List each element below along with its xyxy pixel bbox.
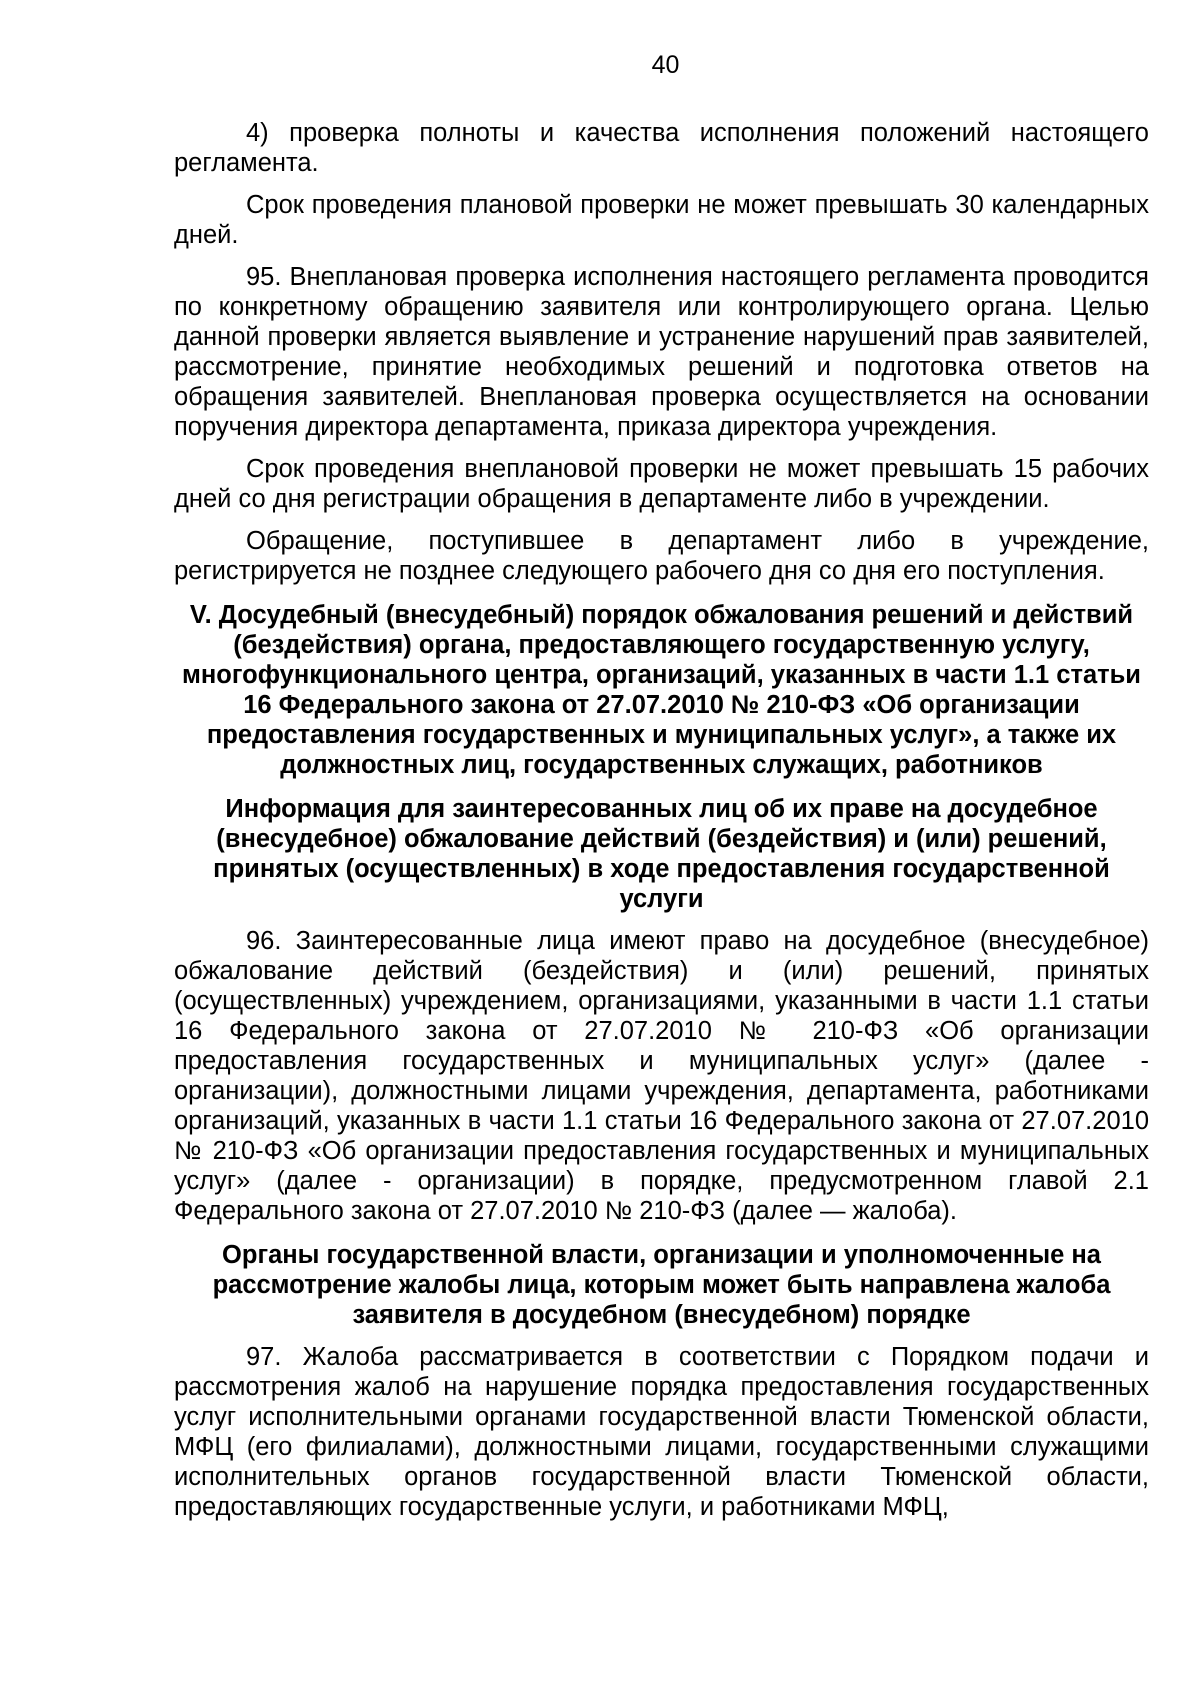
paragraph-96: 96. Заинтересованные лица имеют право на досудебное (внесудебное) обжалование действий (бездействия) и (или) решений, принятых (осуществленных) учреждением, организациями, указанными в части 1.1 статьи 16 Федерального закона от 27.07.2010 № 210-ФЗ «Об организации предоставления государственных и муниципальных услуг» (далее - организации), должностными лицами учреждения, департамента, работниками организаций, указанных в части 1.1 статьи 16 Федерального закона от 27.07.2010 № 210-ФЗ «Об организации предоставления государственных и муниципальных услуг» (далее - организации) в порядке, предусмотренном главой 2.1 Федерального закона от 27.07.2010 № 210-ФЗ (далее — жалоба).	[174, 927, 1149, 1225]
page-number: 40	[651, 51, 680, 79]
paragraph-item-4: 4) проверка полноты и качества исполнения положений настоящего регламента.	[174, 119, 1149, 177]
paragraph-registration: Обращение, поступившее в департамент либо в учреждение, регистрируется не позднее следующего рабочего дня со дня его поступления.	[174, 527, 1149, 585]
paragraph-97: 97. Жалоба рассматривается в соответствии с Порядком подачи и рассмотрения жалоб на нарушение порядка предоставления государственных услуг исполнительными органами государственной власти Тюменской области, МФЦ (его филиалами), должностными лицами, государственными служащими исполнительных органов государственной власти Тюменской области, предоставляющих государственные услуги, и работниками МФЦ,	[174, 1343, 1149, 1521]
subheading-authorities: Органы государственной власти, организации и уполномоченные на рассмотрение жалобы лица, которым может быть направлена жалоба заявителя в досудебном (внесудебном) порядке	[212, 1241, 1111, 1329]
subheading-information: Информация для заинтересованных лиц об их праве на досудебное (внесудебное) обжалование действий (бездействия) и (или) решений, принятых (осуществленных) в ходе предоставления государственной услуги	[213, 795, 1110, 913]
paragraph-planned-check-term: Срок проведения плановой проверки не может превышать 30 календарных дней.	[174, 191, 1149, 249]
section-v-heading: V. Досудебный (внесудебный) порядок обжалования решений и действий (бездействия) органа, предоставляющего государственную услугу, многофункционального центра, организаций, указанных в части 1.1 статьи 16 Федерального закона от 27.07.2010 № 210-ФЗ «Об организации предоставления государственных и муниципальных услуг», а также их должностных лиц, государственных служащих, работников	[182, 601, 1141, 779]
paragraph-unplanned-check-term: Срок проведения внеплановой проверки не может превышать 15 рабочих дней со дня регистрации обращения в департаменте либо в учреждении.	[174, 455, 1149, 513]
paragraph-95: 95. Внеплановая проверка исполнения настоящего регламента проводится по конкретному обращению заявителя или контролирующего органа. Целью данной проверки является выявление и устранение нарушений прав заявителей, рассмотрение, принятие необходимых решений и подготовка ответов на обращения заявителей. Внеплановая проверка осуществляется на основании поручения директора департамента, приказа директора учреждения.	[174, 263, 1149, 441]
document-page	[174, 50, 1149, 1522]
